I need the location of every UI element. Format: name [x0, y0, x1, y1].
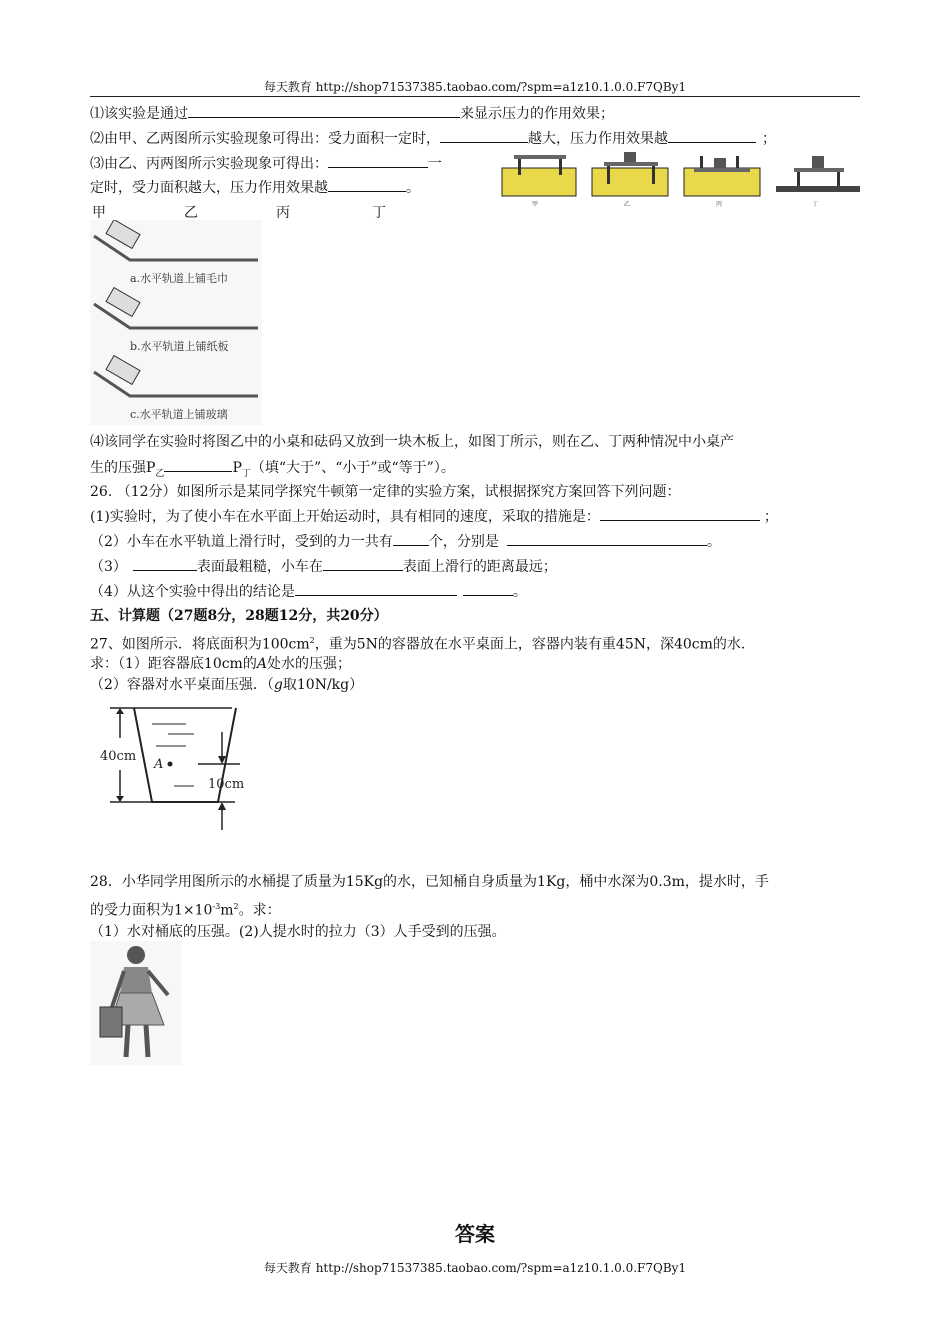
page-footer: 每天教育 http://shop71537385.taobao.com/?spm=a1z10.1.0.0.F7QBy1	[263, 1261, 687, 1275]
q25-part3: ⑶由乙、丙两图所示实验现象可得出： 一	[90, 153, 442, 174]
container-figure	[90, 698, 260, 832]
label-ding: 丁	[372, 205, 386, 221]
woman-with-bucket-figure	[90, 941, 182, 1065]
q26-part2: （2）小车在水平轨道上滑行时，受到的力一共有 个，分别是 。	[90, 531, 721, 552]
q25-part2: ⑵由甲、乙两图所示实验现象可得出：受力面积一定时， 越大，压力作用效果越 ；	[90, 128, 776, 149]
height-label: 10cm	[208, 777, 245, 792]
label-jia: 甲	[92, 205, 106, 221]
depth-label: 40cm	[100, 749, 137, 764]
svg-text:乙: 乙	[624, 201, 631, 208]
svg-text:甲: 甲	[532, 201, 539, 208]
svg-text:丙: 丙	[716, 201, 723, 208]
ramp-label-b: b.水平轨道上铺纸板	[130, 340, 229, 353]
q28-line2: 的受力面积为$1\times 10^{-3}m^2$。求：	[90, 902, 281, 919]
q25-part4: ⑷该同学在实验时将图乙中的小桌和砝码又放到一块木板上，如图丁所示，则在乙、丁两种情况中小桌产	[90, 434, 734, 450]
q26-title: 26. （12分）如图所示是某同学探究牛顿第一定律的实验方案，试根据探究方案回答下列问题：	[90, 484, 681, 500]
point-a-label: A	[154, 757, 164, 772]
page-header: 每天教育 http://shop71537385.taobao.com/?spm=a1z10.1.0.0.F7QBy1	[263, 80, 687, 94]
q28-line3: （1）水对桶底的压强。(2)人提水时的拉力（3）人手受到的压强。	[90, 924, 506, 940]
section5-title: 五、计算题（27题8分，28题12分，共20分）	[90, 608, 388, 624]
q25-part3b: 定时，受力面积越大，压力作用效果越 。	[90, 177, 420, 198]
label-bing: 丙	[276, 205, 290, 221]
ramp-label-a: a.水平轨道上铺毛巾	[130, 272, 229, 285]
q26-part3: （3） 表面最粗糙，小车在 表面上滑行的距离最远；	[90, 556, 557, 577]
header-rule	[90, 96, 860, 97]
q25-part1: ⑴该实验是通过 来显示压力的作用效果；	[90, 103, 614, 124]
q27-line1: 27、如图所示．将底面积为$100cm^2$，重为5N的容器放在水平桌面上，容器内装有重45N，深40cm的水．	[90, 636, 755, 653]
ramp-experiment-figure	[90, 220, 262, 425]
q27-line3: （2）容器对水平桌面压强．（g取10N/kg）	[90, 677, 364, 693]
answer-title: 答案	[455, 1222, 495, 1246]
svg-text:丁: 丁	[812, 201, 819, 208]
q26-part1: (1)实验时，为了使小车在水平面上开始运动时，具有相同的速度，采取的措施是： ；	[90, 506, 778, 527]
q25-part4b: 生的压强$P_乙$ $P_丁$（填“大于”、“小于”或“等于”）。	[90, 457, 455, 484]
q27-line2: 求：（1）距容器底10cm的A处水的压强；	[90, 656, 351, 672]
ramp-label-c: c.水平轨道上铺玻璃	[130, 408, 228, 421]
pressure-experiment-figure	[494, 146, 864, 208]
q26-part4: （4）从这个实验中得出的结论是 。	[90, 581, 527, 602]
q28-line1: 28．小华同学用图所示的水桶提了质量为15Kg的水，已知桶自身质量为1Kg，桶中水深为0.3m，提水时，手	[90, 874, 769, 890]
label-yi: 乙	[184, 205, 198, 221]
